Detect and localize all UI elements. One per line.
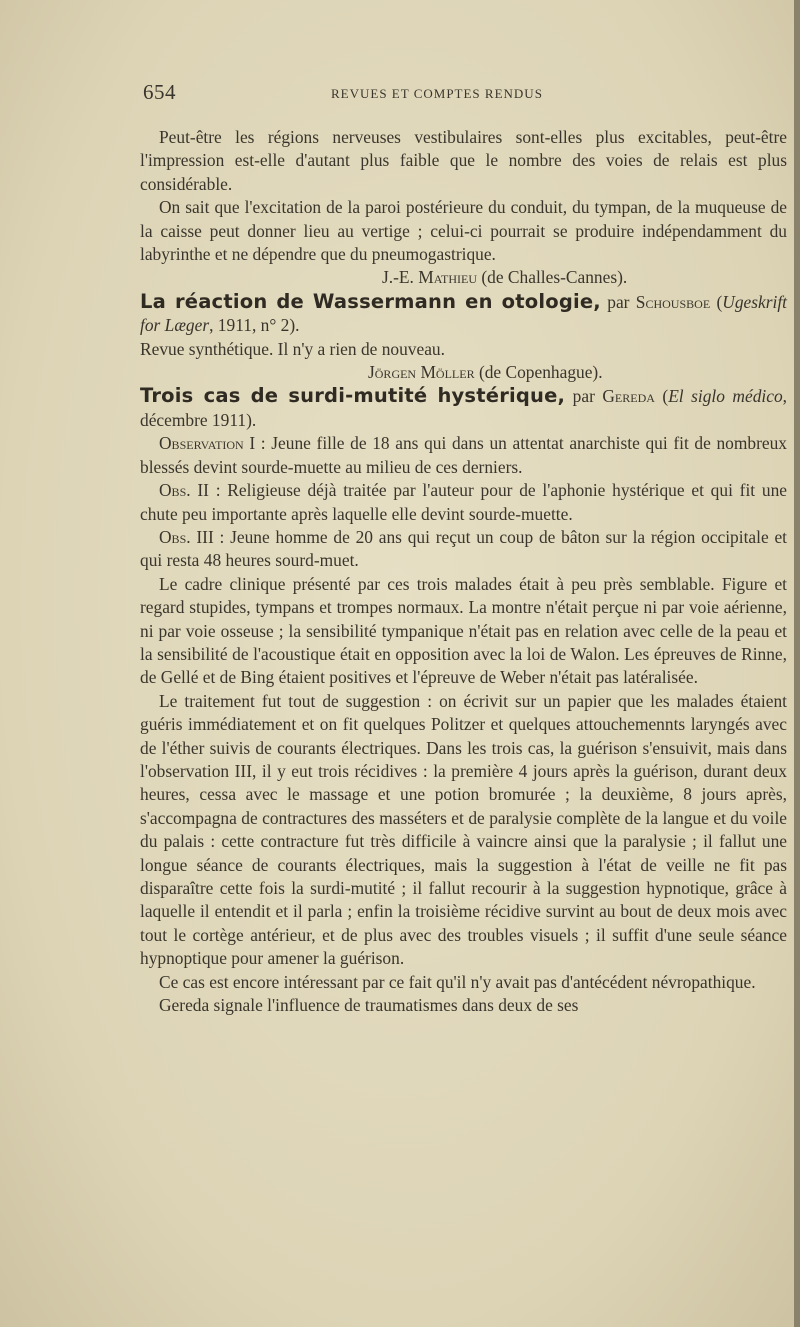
review-title: La réaction de Wassermann en otologie, <box>140 289 601 313</box>
observation-text: I : Jeune fille de 18 ans qui dans un attentat anarchiste qui fit de nombreux blessés devint sourde-muette au milieu de ces derniers. <box>140 433 787 477</box>
observation-1 <box>140 432 787 479</box>
signature-place: (de Challes-Cannes). <box>477 267 628 288</box>
signature-moller <box>140 361 787 384</box>
observation-text: III : Jeune homme de 20 ans qui reçut un coup de bâton sur la région occipitale et qui resta 48 heures sourd-muet. <box>140 526 787 571</box>
signature-mathieu <box>140 266 787 289</box>
review-journal: Ugeskrift for Læger <box>140 291 788 336</box>
paragraph-1: Peut-être les régions nerveuses vestibulaires sont-elles plus excitables, peut-être l'impression est-elle d'autant plus faible que le nombre des voies de relais est plus considérable. <box>140 127 787 194</box>
review-citation: , 1911, n° 2). <box>209 315 300 336</box>
review-author: Schousboe <box>635 291 711 312</box>
paragraph-gereda: Gereda signale l'influence de traumatismes dans deux de ses <box>159 995 579 1016</box>
review-text-wassermann: Revue synthétique. Il n'y a rien de nouveau. <box>140 338 445 359</box>
paragraph-2: On sait que l'excitation de la paroi postérieure du conduit, du tympan, de la muqueuse de la caisse peut donner lieu au vertige ; celui-ci pourrait se produire indépendamment du labyrinthe et ne dépendre que du pneumogastrique. <box>140 197 787 265</box>
running-title: REVUES ET COMPTES RENDUS <box>331 86 543 101</box>
observation-label: Obs. <box>159 480 191 501</box>
review-heading-wassermann <box>140 290 787 338</box>
review-paren: ( <box>710 291 723 312</box>
signature-initials: J.-E. <box>382 267 419 288</box>
page-header <box>143 80 788 110</box>
review-title: Trois cas de surdi-mutité hystérique, <box>140 384 566 408</box>
signature-first-name: Jörgen <box>368 362 417 383</box>
page-edge-shadow <box>794 0 800 1327</box>
review-journal: El siglo médico <box>668 386 783 407</box>
review-by: par <box>565 386 603 407</box>
signature-name: Möller <box>420 362 475 383</box>
observation-2 <box>140 479 787 526</box>
observation-label: Observation <box>159 433 244 454</box>
paragraph-interest: Ce cas est encore intéressant par ce fait qu'il n'y avait pas d'antécédent névropathique. <box>159 971 756 992</box>
review-heading-surdi-mutite <box>140 384 787 432</box>
review-author: Gereda <box>602 386 655 407</box>
observation-text: II : Religieuse déjà traitée par l'auteur pour de l'aphonie hystérique et qui fit une chute peu importante après laquelle elle devint sourde-muette. <box>140 480 787 524</box>
observation-3 <box>140 526 787 573</box>
observation-label: Obs. <box>159 526 191 547</box>
review-paren: ( <box>654 386 669 407</box>
paragraph-clinical-picture: Le cadre clinique présenté par ces trois malades était à peu près semblable. Figure et regard stupides, tympans et trompes normaux. La montre n'était perçue ni par voie aérienne, ni par voie osseuse ; la sensibilité tympanique n'était pas en relation avec celle de la peau et la sensibilité de l'acoustique était en opposition avec la loi de Walon. Les épreuves de Rinne, de Gellé et de Bing étaient positives et l'épreuve de Weber n'était pas latéralisée. <box>140 573 787 688</box>
review-citation: , décembre 1911). <box>140 386 787 430</box>
page-number: 654 <box>143 80 176 104</box>
paragraph-treatment: Le traitement fut tout de suggestion : on écrivit sur un papier que les malades étaient guéris immédiatement et on fit quelques Politzer et quelques attouchemennts laryngés avec de l'éther suivis de courants électriques. Dans les trois cas, la guérison s'ensuivit, mais dans l'observation III, il y eut trois récidives : la première 4 jours après la guérison, durant deux heures, cessa avec le massage et une potion bromurée ; la deuxième, 8 jours après, s'accompagna de contractures des masséters et de paralysie complète de la langue et du voile du palais : cette contracture fut très difficile à vaincre ainsi que la paralysie ; il fallut une longue séance de courants électriques, mais la suggestion à l'état de veille ne fit pas disparaître cette fois la surdi-mutité ; il fallut recourir à la suggestion hypnotique, grâce à laquelle il entendit et il parla ; enfin la troisième récidive survint au bout de deux mois avec tout le cortège antérieur, et de plus avec des troubles visuels ; il suffit d'une seule séance hypnoptique pour amener la guérison. <box>140 690 787 969</box>
text-body <box>140 126 787 1017</box>
signature-name: Mathieu <box>418 267 478 288</box>
signature-place: (de Copenhague). <box>474 362 603 383</box>
review-by: par <box>600 291 636 312</box>
